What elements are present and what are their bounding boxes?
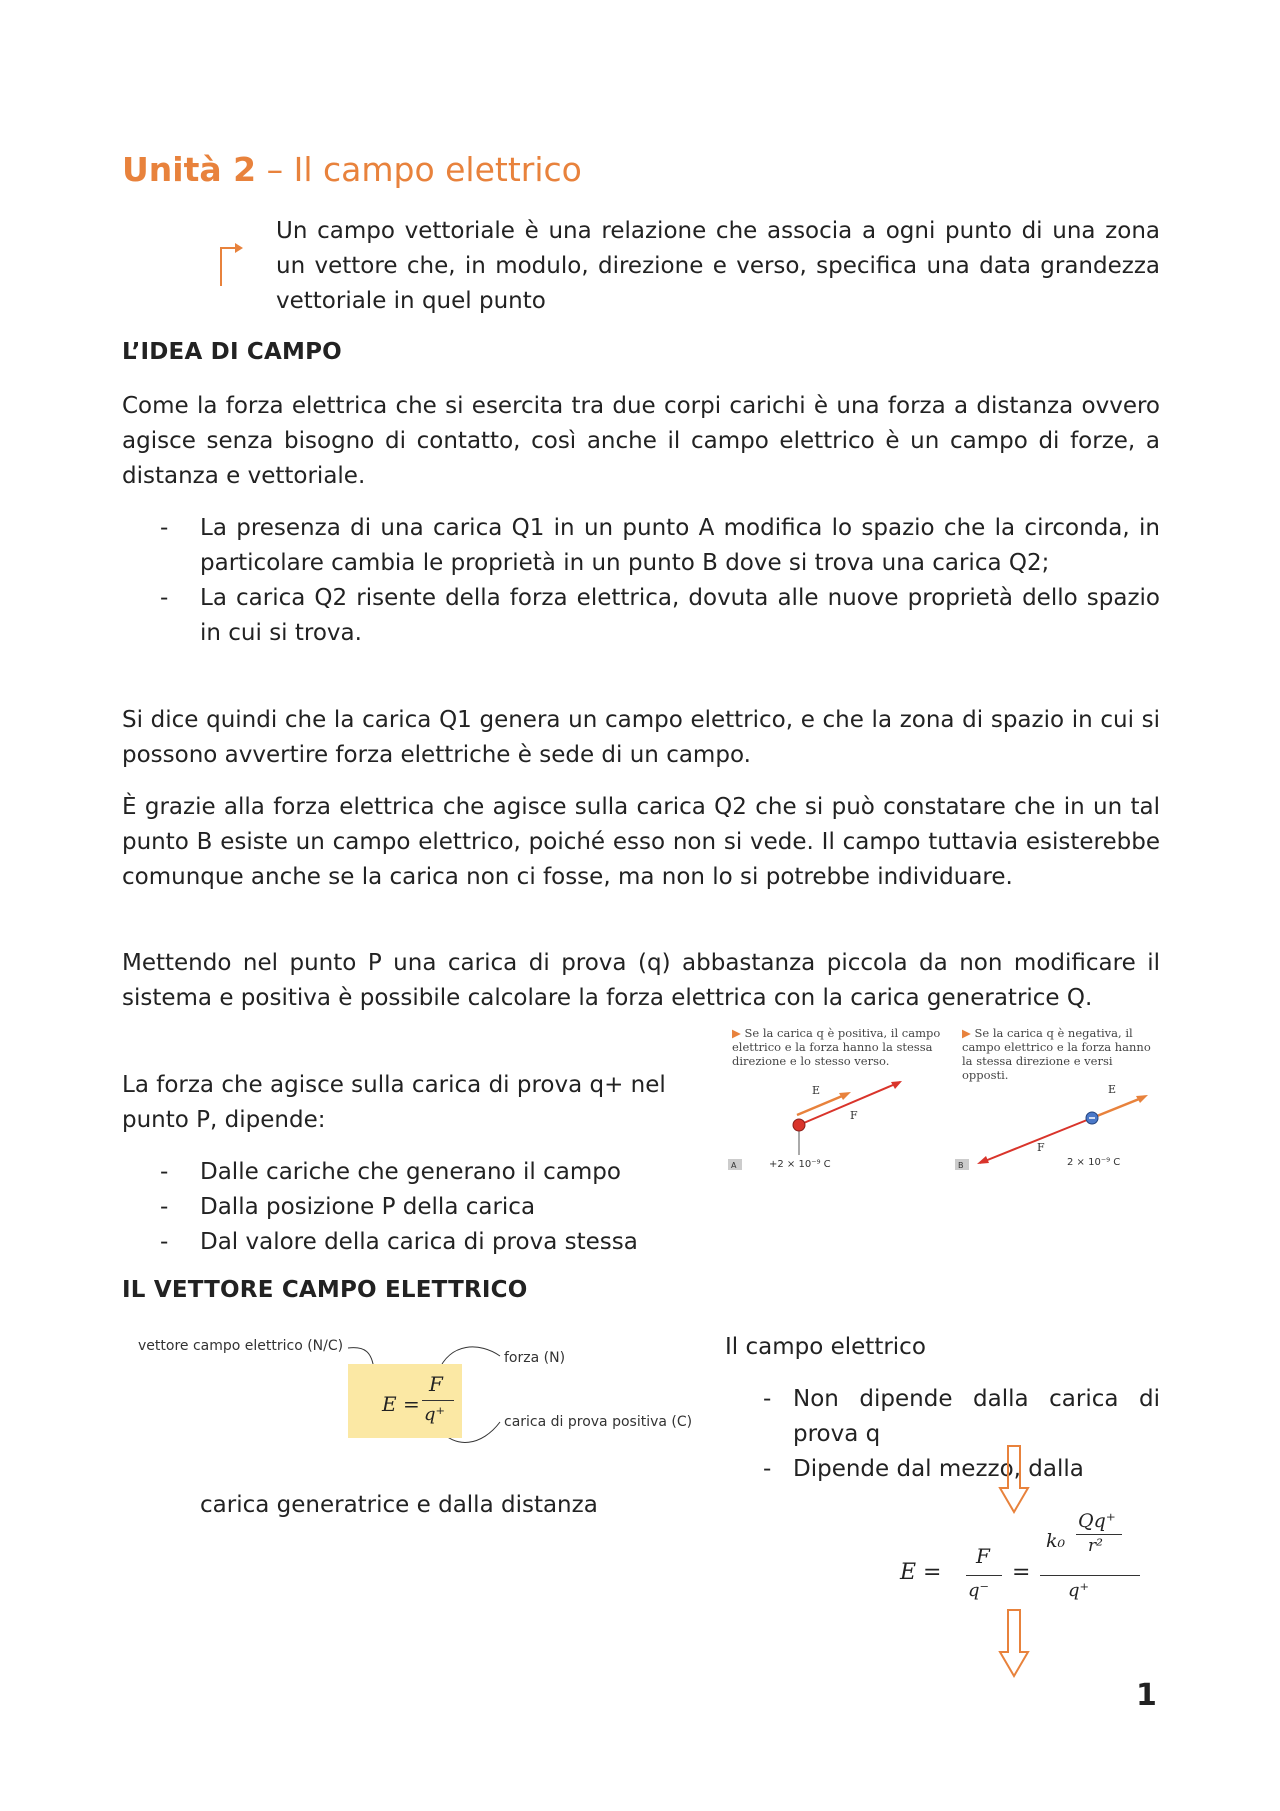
formula2-main-fraction-bar bbox=[1040, 1575, 1140, 1576]
figure-b-panel-label: B bbox=[958, 1161, 964, 1170]
list-item: - Dalle cariche che generano il campo bbox=[122, 1155, 722, 1190]
figure-a-panel-label: A bbox=[731, 1161, 737, 1170]
paragraph-4: Mettendo nel punto P una carica di prova (q) abbastanza piccola da non modificare il sistema e positiva è possibile calcolare la forza elettrica con la carica generatrice Q. bbox=[122, 950, 1160, 1011]
formula-denominator: q⁺ bbox=[424, 1404, 446, 1425]
field-formula-expanded bbox=[900, 1510, 1160, 1620]
figure-a-caption: ▶ Se la carica q è positiva, il campo elettrico e la forza hanno la stessa direzione e lo stesso verso. bbox=[732, 1026, 941, 1068]
formula2-denominator: q⁻ bbox=[968, 1580, 990, 1601]
formula-label-test-charge: carica di prova positiva (C) bbox=[504, 1414, 693, 1430]
paragraph-2: Si dice quindi che la carica Q1 genera un campo elettrico, e che la zona di spazio in cui si possono avvertire forza elettriche è sede di un campo. bbox=[122, 707, 1160, 768]
list-item: - Dalla posizione P della carica bbox=[122, 1190, 722, 1225]
figure-b-label-e: E bbox=[1108, 1083, 1117, 1096]
paragraph-1: Come la forza elettrica che si esercita tra due corpi carichi è una forza a distanza ovvero agisce senza bisogno di contatto, così anche il campo elettrico è un campo di forze, a distanza e vettoriale. bbox=[122, 393, 1160, 489]
continuation-text: carica generatrice e dalla distanza bbox=[200, 1492, 598, 1518]
list-item: - La presenza di una carica Q1 in un punto A modifica lo spazio che la circonda, in particolare cambia le proprietà in un punto B dove si trova una carica Q2; bbox=[122, 511, 1160, 581]
unit-label: Unità 2 bbox=[122, 150, 257, 189]
section-heading-idea-campo: L’IDEA DI CAMPO bbox=[122, 339, 342, 365]
figure-b-diagram bbox=[952, 1075, 1162, 1175]
formula2-test-charge: q⁺ bbox=[1068, 1580, 1090, 1601]
list-item: - Non dipende dalla carica di prova q bbox=[725, 1382, 1160, 1452]
down-arrow-icon bbox=[997, 1444, 1031, 1516]
figure-b-caption: ▶ Se la carica q è negativa, il campo elettrico e la forza hanno la stessa direzione e versi opposti. bbox=[962, 1026, 1151, 1082]
bullet-list-2 bbox=[122, 1155, 722, 1260]
formula2-fraction-bar bbox=[966, 1575, 1002, 1576]
triangle-bullet-icon: ▶ bbox=[732, 1026, 745, 1040]
section-heading-vettore-campo: IL VETTORE CAMPO ELETTRICO bbox=[122, 1277, 528, 1303]
figure-b-charge: 2 × 10⁻⁹ C bbox=[1067, 1157, 1121, 1168]
formula-label-field: vettore campo elettrico (N/C) bbox=[138, 1338, 344, 1354]
field-formula-figure bbox=[120, 1330, 700, 1450]
bullet-list-1 bbox=[122, 511, 1160, 651]
page-title bbox=[122, 150, 582, 189]
figure-a-label-e: E bbox=[812, 1084, 821, 1097]
formula-numerator: F bbox=[429, 1372, 443, 1396]
formula2-equals: = bbox=[1012, 1560, 1031, 1585]
formula2-inner-fraction-bar bbox=[1076, 1534, 1122, 1535]
list-item: - Dal valore della carica di prova stessa bbox=[122, 1225, 722, 1260]
list-item: - La carica Q2 risente della forza elettrica, dovuta alle nuove proprietà dello spazio in cui si trova. bbox=[122, 581, 1160, 651]
page-number: 1 bbox=[1136, 1678, 1157, 1713]
triangle-bullet-icon: ▶ bbox=[962, 1026, 975, 1040]
formula-label-force: forza (N) bbox=[504, 1350, 566, 1366]
title-text: – Il campo elettrico bbox=[256, 150, 582, 189]
figure-a-diagram bbox=[725, 1075, 925, 1175]
formula2-numerator: F bbox=[976, 1544, 990, 1568]
formula2-charge-product: Qq⁺ bbox=[1078, 1510, 1116, 1532]
right-bullet-list bbox=[725, 1382, 1160, 1487]
right-title: Il campo elettrico bbox=[725, 1334, 926, 1360]
formula-lhs: E = bbox=[382, 1392, 420, 1416]
figure-b-label-f: F bbox=[1037, 1141, 1045, 1154]
paragraph-5: La forza che agisce sulla carica di prova q+ nel punto P, dipende: bbox=[122, 1072, 666, 1133]
figure-a-label-f: F bbox=[850, 1109, 858, 1122]
list-item: - Dipende dal mezzo, dalla bbox=[725, 1452, 1160, 1487]
corner-arrow-icon bbox=[216, 240, 246, 288]
formula2-lhs: E = bbox=[900, 1560, 942, 1585]
definition-text: Un campo vettoriale è una relazione che associa a ogni punto di una zona un vettore che, in modulo, direzione e verso, specifica una data grandezza vettoriale in quel punto bbox=[276, 218, 1160, 314]
paragraph-3: È grazie alla forza elettrica che agisce sulla carica Q2 che si può constatare che in un tal punto B esiste un campo elettrico, poiché esso non si vede. Il campo tuttavia esisterebbe comunque anche se la carica non ci fosse, ma non lo si potrebbe individuare. bbox=[122, 794, 1160, 890]
formula2-r-squared: r² bbox=[1088, 1536, 1103, 1556]
formula2-constant: k₀ bbox=[1046, 1530, 1066, 1552]
figure-a-charge: +2 × 10⁻⁹ C bbox=[769, 1159, 831, 1170]
formula-fraction-bar bbox=[422, 1400, 454, 1401]
